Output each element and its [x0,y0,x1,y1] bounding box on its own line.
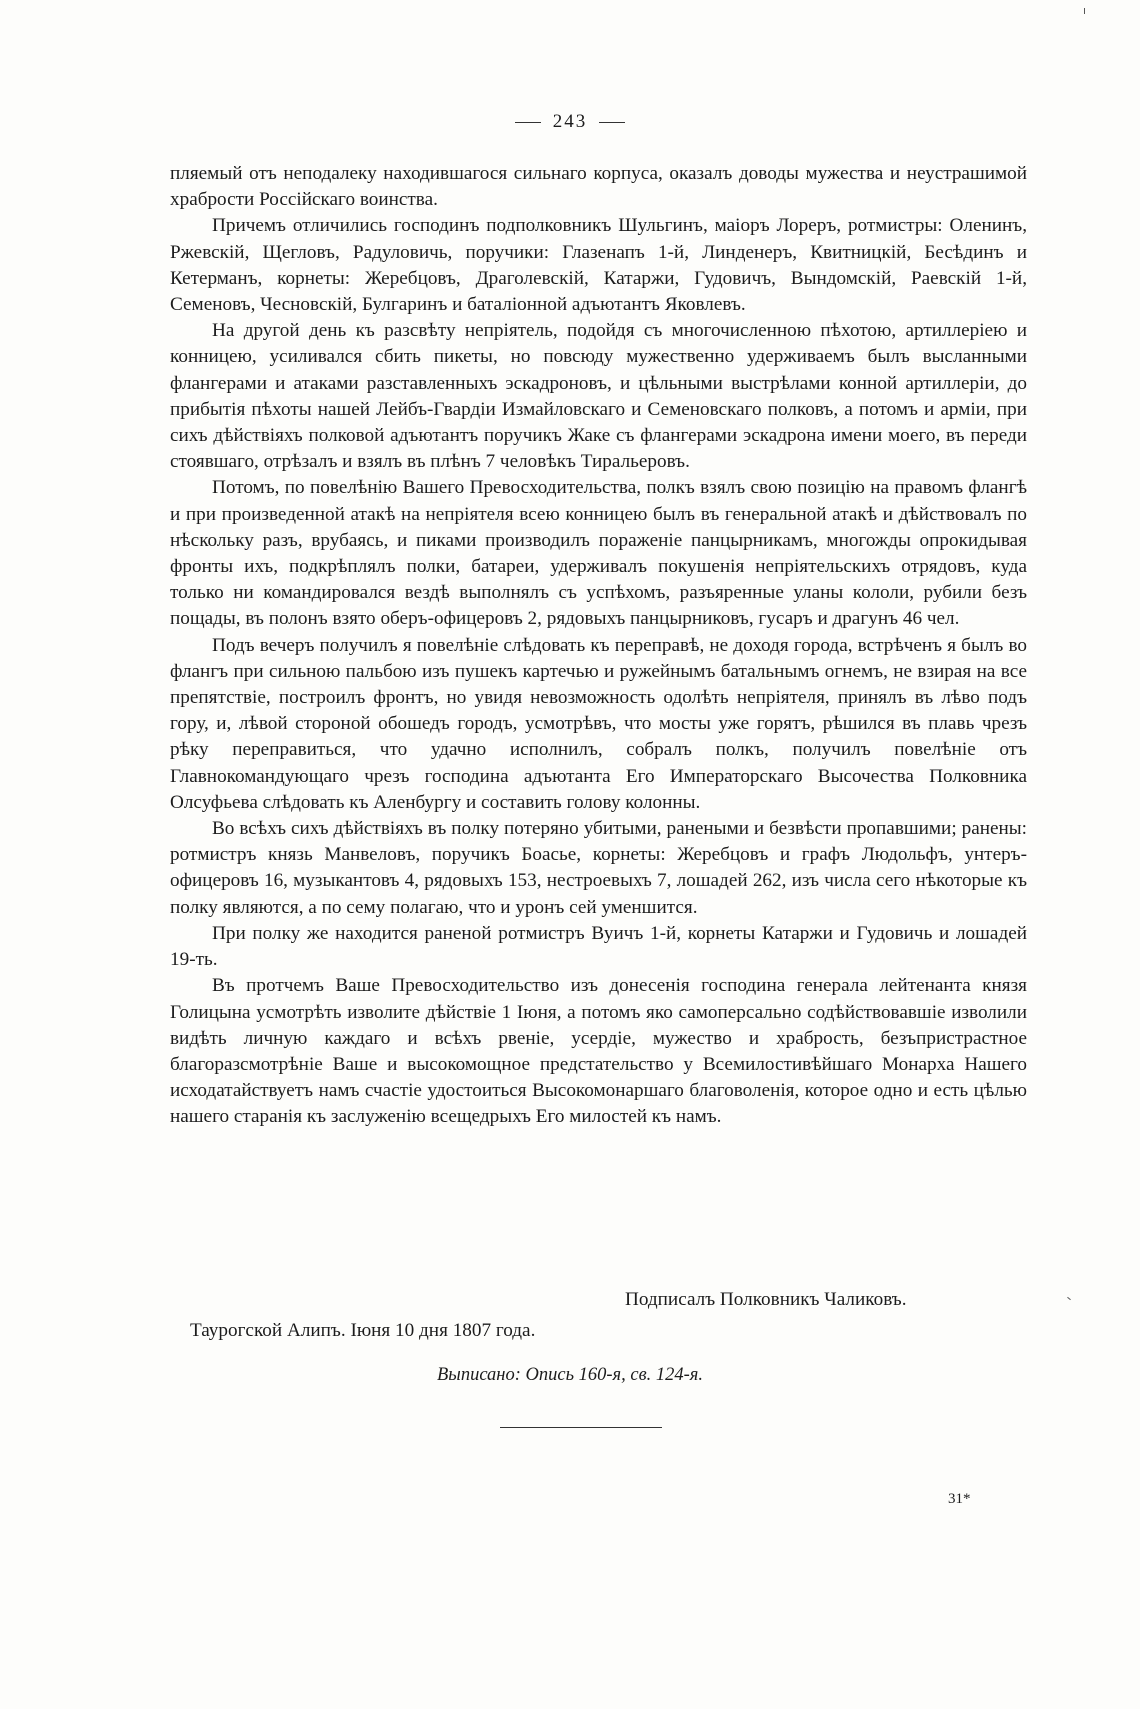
body-text [170,161,1027,1131]
page-number-dash-right [599,122,625,123]
paragraph: Во всѣхъ сихъ дѣйствіяхъ въ полку потеряно убитыми, ранеными и безвѣсти пропавшими; ранены: ротмистръ князь Манвеловъ, поручикъ Боасье, корнеты: Жеребцовъ и графъ Людольфъ, унтеръ-офицеровъ 16, музыкантовъ 4, рядовыхъ 153, нестроевыхъ 7, лошадей 262, изъ числа сего нѣкоторые къ полку являются, а по сему полагаю, что и уронъ сей уменшится. [170,818,1027,918]
paragraph: Въ протчемъ Ваше Превосходительство изъ донесенія господина генерала лейтенанта князя Голицына усмотрѣть изволите дѣйствіе 1 Іюня, а потомъ яко самоперсально содѣйствовавшіе изволили видѣть личную каждаго и всѣхъ рвеніе, усердіе, мужество и храбрость, безъпристрастное благоразсмотрѣніе Ваше и высокомощное предстательство у Всемилостивѣйшаго Монарха Нашего исходатайствуетъ намъ счастіе удостоиться Высокомонаршаго благоволенія, которое одно и есть цѣлью нашего старанія къ заслуженію всещедрыхъ Его милостей къ намъ. [170,975,1027,1128]
source-note: Выписано: Опись 160-я, св. 124-я. [436,1365,704,1385]
paragraph: Потомъ, по повелѣнію Вашего Превосходительства, полкъ взялъ свою позицію на правомъ флангѣ и при произведенной атакѣ на непріятеля всею конницею былъ въ генеральной атакѣ и дѣйствовалъ по нѣскольку разъ, врубаясь, и пиками производилъ пораженіе панцырникамъ, многожды опрокидывая фронты ихъ, подкрѣплялъ полки, батареи, удерживалъ покушенія непріятельскихъ отрядовъ, куда только ни командировался вездѣ выполнялъ съ успѣхомъ, разъяренные уланы кололи, рубили безъ пощады, въ полонъ взято оберъ-офицеровъ 2, рядовыхъ панцырниковъ, гусаръ и драгунъ 46 чел. [170,477,1027,630]
paragraph: Подъ вечеръ получилъ я повелѣніе слѣдовать къ переправѣ, не доходя города, встрѣченъ я былъ во флангъ при сильною пальбою изъ пушекъ картечью и ружейнымъ батальнымъ огнемъ, не взирая на все препятствіе, построилъ фронтъ, но увидя невозможность одолѣть непріятеля, принялъ въ лѣво подъ гору, и, лѣвой стороной обошедъ городъ, усмотрѣвъ, что мосты уже горятъ, рѣшился въ плавь чрезъ рѣку переправиться, что удачно исполнилъ, собралъ полкъ, получилъ повелѣніе отъ Главнокомандующаго чрезъ господина адъютанта Его Императорскаго Высочества Полковника Олсуфьева слѣдовать къ Аленбургу и составить голову колонны. [170,634,1027,813]
sheet-signature-mark: 31* [948,1491,971,1507]
paragraph: При полку же находится раненой ротмистръ Вуичъ 1-й, корнеты Катаржи и Гудовичь и лошадей 19-ть. [170,922,1027,971]
signature-line: Подписалъ Полковникъ Чаликовъ. [625,1289,907,1310]
page-number [0,111,1140,133]
dateline: Таурогской Алипъ. Іюня 10 дня 1807 года. [190,1320,536,1341]
paragraph: На другой день къ разсвѣту непріятель, подойдя съ многочисленною пѣхотою, артиллеріею и конницею, усиливался сбить пикеты, но повсюду мужественно удерживаемъ былъ высланными флангерами и атаками разставленныхъ эскадроновъ, и цѣльными выстрѣлами конной артиллеріи, до прибытія пѣхоты нашей Лейбъ-Гвардіи Измайловскаго и Семеновскаго полковъ, а потомъ и арміи, при сихъ дѣйствіяхъ полковой адъютантъ поручикъ Жаке съ флангерами эскадрона имени моего, въ переди стоявшаго, отрѣзалъ и взялъ въ плѣнъ 7 человѣкъ Тиральеровъ. [170,320,1027,473]
page-number-value: 243 [552,111,588,132]
closing-rule [500,1427,662,1428]
scan-speck [1067,1297,1071,1300]
paragraph: Причемъ отличились господинъ подполковникъ Шульгинъ, маіоръ Лореръ, ротмистры: Оленинъ, Ржевскій, Щегловъ, Радуловичь, поручики: Глазенапъ 1-й, Линденеръ, Квитницкій, Бесѣдинъ и Кетерманъ, корнеты: Жеребцовъ, Драголевскій, Катаржи, Гудовичъ, Вындомскій, Раевскій 1-й, Семеновъ, Чесновскій, Булгаринъ и баталіонной адъютантъ Яковлевъ. [170,215,1027,316]
scan-speck [1084,8,1085,14]
paragraph: пляемый отъ неподалеку находившагося сильнаго корпуса, оказалъ доводы мужества и неустрашимой храбрости Россійскаго воинства. [170,163,1027,211]
page-number-dash-left [515,122,541,123]
